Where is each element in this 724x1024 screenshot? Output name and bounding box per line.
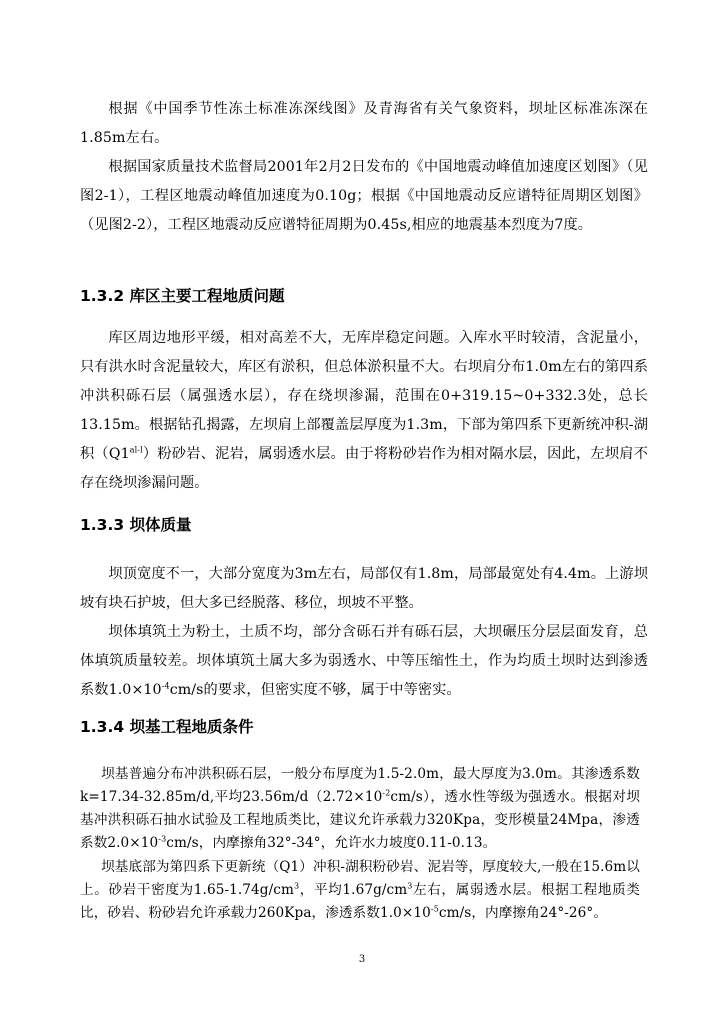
page-number: 3: [358, 954, 366, 965]
superscript: -3: [158, 834, 167, 844]
text-segment: ，平均1.67g/cm: [299, 882, 408, 898]
text-segment: 库区周边地形平缓，相对高差不大，无库岸稳定问题。入库水平时较清，含泥量小，只有洪水时含泥量较大，库区有淤积，但总体淤积量不大。右坝肩分布1.0m左右的第四系冲洪积砾石层（属强透水层），存在绕坝渗漏，范围在0+319.15~0+332.3处，总长13.15m。根据钻孔揭露，左坝肩上部覆盖层厚度为1.3m，下部为第四系下更新统冲积-湖积（Q1: [80, 330, 648, 462]
text-segment: cm/s，内摩擦角32°-34°，允许水力坡度0.11-0.13。: [166, 835, 497, 851]
text-segment: cm/s），透水性等级为强透水。根据对坝基冲洪积砾石抽水试验及工程地质类比，建议允许承载力320Kpa，变形模量24Mpa，渗透系数2.0×10: [80, 789, 640, 851]
superscript: 3: [407, 881, 413, 891]
superscript: -5: [430, 904, 439, 914]
text-segment: 坝基普遍分布冲洪积砾石层，一般分布厚度为1.5-2.0m，最大厚度为3.0m。其渗透系数k=17.34-32.85m/d,平均23.56m/d（2.72×10: [80, 766, 640, 805]
text-segment: ）粉砂岩、泥岩，属弱透水层。由于将粉砂岩作为相对隔水层，因此，左坝肩不存在绕坝渗漏问题。: [80, 446, 648, 491]
superscript: al-l: [129, 445, 143, 455]
paragraph-seismic: 根据国家质量技术监督局2001年2月2日发布的《中国地震动峰值加速度区划图》（见图2-1），工程区地震动峰值加速度为0.10g；根据《中国地震动反应谱特征周期区划图》（见图2-2），工程区地震动反应谱特征周期为0.45s,相应的地震基本烈度为7度。: [80, 159, 648, 233]
text-segment: 坝基底部为第四系下更新统（Q1）冲积-湖积粉砂岩、泥岩等，厚度较大,一般在15.6m以上。砂岩干密度为1.65-1.74g/cm: [80, 859, 640, 898]
text-segment: 坝体填筑土为粉土，土质不均，部分含砾石并有砾石层，大坝碾压分层层面发育，总体填筑质量较差。坝体填筑土属大多为弱透水、中等压缩性土，作为均质土坝时达到渗透系数1.0×10: [80, 624, 648, 698]
superscript: -2: [382, 788, 391, 798]
paragraph-reservoir: [80, 324, 648, 498]
paragraph-dam-fill: [80, 618, 648, 705]
heading-1-3-3: 1.3.3 坝体质量: [80, 516, 192, 534]
text-segment: 左右，属弱透水层。根据工程地质类比，砂岩、粉砂岩允许承载力260Kpa，渗透系数1.0×10: [80, 882, 640, 921]
superscript: 3: [294, 881, 300, 891]
paragraph-foundation-bedrock: [80, 856, 640, 925]
paragraph-frost-depth: 根据《中国季节性冻土标准冻深线图》及青海省有关气象资料，坝址区标准冻深在1.85m左右。: [80, 101, 648, 146]
paragraph-foundation-gravel: [80, 763, 640, 855]
superscript: -4: [161, 681, 170, 691]
heading-1-3-2: 1.3.2 库区主要工程地质问题: [80, 287, 285, 305]
heading-1-3-4: 1.3.4 坝基工程地质条件: [80, 718, 254, 736]
text-segment: cm/s的要求，但密实度不够，属于中等密实。: [169, 682, 461, 698]
paragraph-dam-crest: 坝顶宽度不一，大部分宽度为3m左右，局部仅有1.8m，局部最宽处有4.4m。上游坝坡有块石护坡，但大多已经脱落、移位，坝坡不平整。: [80, 566, 648, 611]
text-segment: cm/s，内摩擦角24°-26°。: [438, 905, 608, 921]
